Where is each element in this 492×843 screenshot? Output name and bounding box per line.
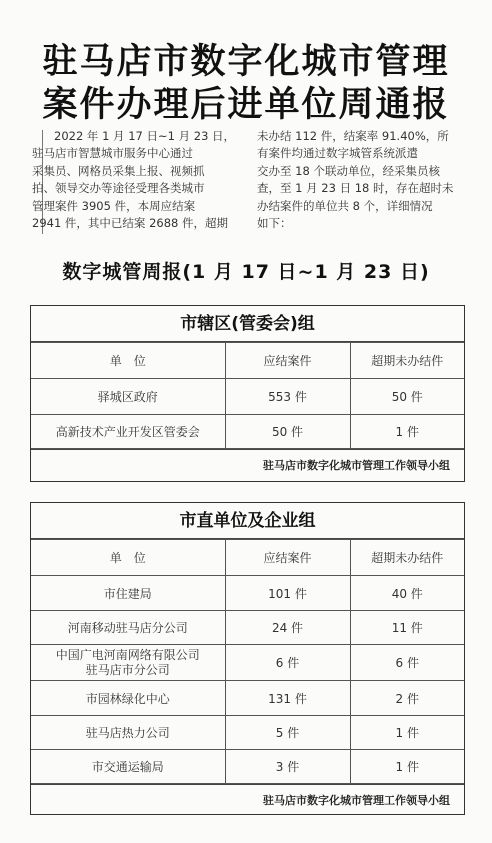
cell-unit: 河南移动驻马店分公司 <box>31 611 225 645</box>
cell-overdue: 50 件 <box>350 379 464 415</box>
cell-unit: 驿城区政府 <box>31 379 225 415</box>
intro-column-2 <box>257 128 467 232</box>
table-header-row <box>31 540 464 576</box>
header-due: 应结案件 <box>225 343 350 379</box>
report-title: 数字城管周报(1 月 17 日~1 月 23 日) <box>62 261 430 283</box>
cell-due: 101 件 <box>225 576 350 611</box>
intro-line: 驻马店市智慧城市服务中心通过 <box>32 146 193 161</box>
table-row <box>31 716 464 750</box>
intro-line: 有案件均通过数字城管系统派遣 <box>257 146 418 161</box>
cell-due: 50 件 <box>225 415 350 449</box>
headline-line-2: 案件办理后进单位周通报 <box>42 85 450 125</box>
headline-line-1: 驻马店市数字化城市管理 <box>42 42 450 82</box>
group-2-table <box>31 539 464 784</box>
cell-overdue: 1 件 <box>350 716 464 750</box>
intro-line: 2941 件，其中已结案 2688 件，超期 <box>32 216 228 231</box>
group-1-table <box>31 342 464 449</box>
intro-line: 如下： <box>257 216 292 231</box>
cell-due: 131 件 <box>225 681 350 716</box>
intro-line: 交办至 18 个联动单位，经采集员核 <box>257 163 440 178</box>
table-row <box>31 645 464 681</box>
cell-unit-line-2: 驻马店市分公司 <box>85 662 170 677</box>
table-row <box>31 681 464 716</box>
cell-unit: 市交通运输局 <box>31 750 225 784</box>
intro-line: 采集员、网格员采集上报、视频抓 <box>32 163 205 178</box>
cell-unit <box>31 645 225 681</box>
table-row <box>31 415 464 449</box>
cell-unit: 驻马店热力公司 <box>31 716 225 750</box>
table-header-row <box>31 343 464 379</box>
table-row <box>31 576 464 611</box>
header-unit: 单 位 <box>31 540 225 576</box>
group-1-signature: 驻马店市数字化城市管理工作领导小组 <box>31 449 464 481</box>
intro-column-1 <box>32 128 242 232</box>
intro-line: 未办结 112 件，结案率 91.40%，所 <box>257 129 449 143</box>
header-overdue: 超期未办结件 <box>350 343 464 379</box>
group-1-box <box>30 305 465 482</box>
cell-due: 553 件 <box>225 379 350 415</box>
cell-due: 24 件 <box>225 611 350 645</box>
cell-overdue: 2 件 <box>350 681 464 716</box>
header-overdue: 超期未办结件 <box>350 540 464 576</box>
cell-unit-line-1: 中国广电河南网络有限公司 <box>55 647 200 662</box>
cell-overdue: 1 件 <box>350 415 464 449</box>
cell-overdue: 1 件 <box>350 750 464 784</box>
cell-overdue: 6 件 <box>350 645 464 681</box>
group-2-box <box>30 502 465 815</box>
cell-due: 3 件 <box>225 750 350 784</box>
header-unit: 单 位 <box>31 343 225 379</box>
intro-line: 办结案件的单位共 8 个，详细情况 <box>257 198 433 213</box>
cell-unit: 高新技术产业开发区管委会 <box>31 415 225 449</box>
intro-line: 拍、领导交办等途径受理各类城市 <box>32 181 205 196</box>
group-1-title: 市辖区(管委会)组 <box>31 306 464 342</box>
header-due: 应结案件 <box>225 540 350 576</box>
cell-overdue: 11 件 <box>350 611 464 645</box>
cell-due: 5 件 <box>225 716 350 750</box>
cell-overdue: 40 件 <box>350 576 464 611</box>
intro-line: 查，至 1 月 23 日 18 时，存在超时未 <box>257 181 454 196</box>
cell-unit: 市园林绿化中心 <box>31 681 225 716</box>
intro-line: 管理案件 3905 件，本周应结案 <box>32 198 196 213</box>
group-2-signature: 驻马店市数字化城市管理工作领导小组 <box>31 784 464 815</box>
cell-due: 6 件 <box>225 645 350 681</box>
group-2-title: 市直单位及企业组 <box>31 503 464 539</box>
table-row <box>31 379 464 415</box>
table-row <box>31 611 464 645</box>
intro-line: 2022 年 1 月 17 日~1 月 23 日， <box>54 129 236 143</box>
table-row <box>31 750 464 784</box>
cell-unit: 市住建局 <box>31 576 225 611</box>
